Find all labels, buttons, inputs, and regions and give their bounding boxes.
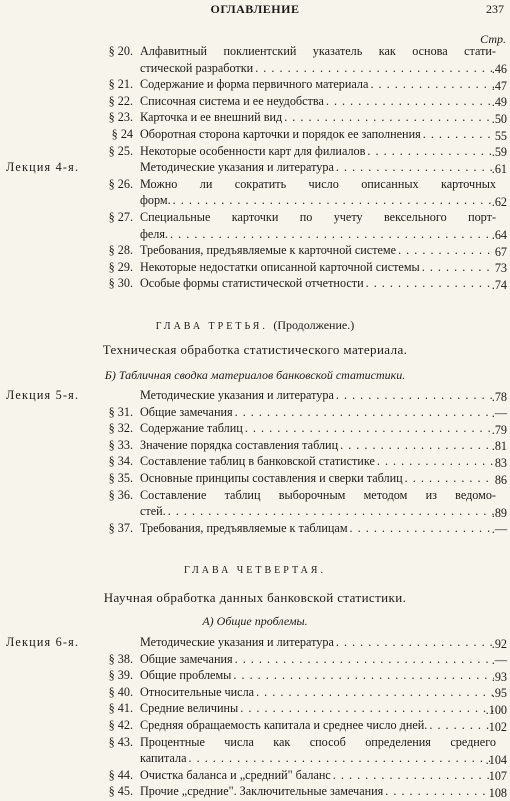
entry-text-line: Очистка баланса и „средний" баланс — [140, 767, 331, 782]
page-reference: .95 — [491, 686, 507, 701]
page-reference: 86 — [494, 472, 507, 487]
toc-entry — [0, 701, 510, 718]
entry-text — [140, 421, 496, 438]
section-number: § 26. — [108, 176, 133, 191]
entry-text-line: стей. — [140, 504, 166, 519]
section-number: § 24 — [111, 127, 133, 141]
toc-entry — [0, 276, 510, 293]
section-number: § 35. — [108, 471, 133, 485]
section-number: § 20. — [108, 44, 133, 58]
entry-text-line: Основные принципы составления и сверки таблиц — [140, 471, 403, 485]
page-reference: 108 — [488, 785, 507, 800]
lecture-label: Лекция 6-я. — [6, 635, 80, 649]
entry-text — [140, 718, 496, 735]
section-number: § 31. — [108, 404, 133, 419]
entry-text — [140, 260, 496, 277]
dot-leader — [350, 521, 494, 536]
page-reference: .49 — [491, 95, 507, 110]
toc-entry — [0, 144, 510, 161]
entry-text-line: Методические указания и литература — [140, 635, 334, 649]
entry-text — [140, 768, 496, 785]
entry-text-line: Некоторые особенности карт для филиалов — [140, 143, 366, 158]
entry-text-line: Методические указания и литература — [140, 388, 334, 402]
page-reference: 67 — [494, 244, 507, 259]
chapter-3-title — [0, 318, 510, 333]
dot-leader — [284, 110, 494, 125]
lecture-entry — [0, 388, 510, 405]
toc-entry — [0, 44, 510, 77]
section-number: § 21. — [108, 77, 133, 92]
section-number: § 45. — [108, 784, 133, 799]
page-reference: .81 — [491, 439, 507, 454]
section-number: § 28. — [108, 243, 133, 258]
chapter-4-section: А) Общие проблемы. — [202, 614, 308, 628]
toc-entry — [0, 177, 510, 210]
entry-text — [140, 784, 496, 801]
entry-text-line: Средняя обращаемость капитала и среднее число дней. — [140, 718, 428, 732]
toc-entry — [0, 768, 510, 785]
entry-text — [140, 276, 496, 293]
dot-leader — [336, 635, 494, 650]
toc-entry — [0, 521, 510, 538]
dot-leader — [233, 668, 494, 683]
header-title: ОГЛАВЛЕНИЕ — [210, 2, 300, 16]
entry-text — [140, 438, 496, 455]
dot-leader — [398, 243, 494, 258]
entry-text — [140, 243, 496, 260]
section-number: § 42. — [108, 718, 133, 732]
page-reference: 83 — [494, 455, 507, 470]
entry-text-line: Алфавитный поклиентский указатель как основа стати- — [140, 44, 496, 58]
toc-entry — [0, 784, 510, 801]
lecture-entry — [0, 635, 510, 652]
header-page-number: 237 — [486, 2, 504, 16]
dot-leader — [385, 784, 494, 799]
dot-leader — [235, 405, 494, 420]
section-number: § 40. — [108, 684, 133, 699]
entry-text-line: Особые формы статистической отчетности — [140, 276, 364, 291]
chapter-4-title: ГЛАВА ЧЕТВЕРТАЯ. — [184, 565, 326, 576]
page-reference: .93 — [491, 669, 507, 684]
page-reference: .59 — [491, 145, 507, 160]
entry-text-line: Составление таблиц выборочным методом из ведомо- — [140, 487, 496, 502]
section-number: § 29. — [108, 259, 133, 274]
toc-entry — [0, 652, 510, 669]
entry-text-line: Общие замечания — [140, 404, 233, 419]
entry-text — [140, 405, 496, 422]
dot-leader — [370, 77, 494, 92]
dot-leader — [255, 61, 494, 76]
page-reference: .74 — [491, 277, 507, 292]
dot-leader — [235, 652, 494, 667]
dot-leader — [326, 94, 494, 109]
chapter-3-title-suffix: (Продолжение.) — [273, 318, 355, 332]
entry-text — [140, 471, 496, 488]
chapter-3-section: Б) Табличная сводка материалов банковской статистики. — [104, 368, 406, 382]
entry-text-line: феля. — [140, 226, 169, 241]
page-reference: .61 — [491, 161, 507, 176]
page-reference: .— — [491, 522, 507, 537]
section-number: § 30. — [108, 276, 133, 291]
toc-entry — [0, 421, 510, 438]
section-number: § 36. — [108, 487, 133, 502]
entry-text — [140, 521, 496, 538]
dot-leader — [340, 438, 494, 453]
page-reference: 107 — [488, 769, 507, 784]
dot-leader — [377, 454, 494, 469]
section-number: § 33. — [108, 437, 133, 452]
entry-text — [140, 210, 496, 243]
toc-entry — [0, 471, 510, 488]
toc-entry — [0, 685, 510, 702]
page-reference: 102 — [488, 719, 507, 734]
dot-leader — [333, 768, 494, 783]
dot-leader — [367, 144, 494, 159]
dot-leader — [245, 421, 494, 436]
toc-entry — [0, 668, 510, 685]
entry-text — [140, 160, 496, 177]
entry-text — [140, 735, 496, 768]
dot-leader — [170, 227, 494, 242]
entry-text — [140, 454, 496, 471]
entry-text — [140, 635, 496, 652]
page-reference: .— — [491, 406, 507, 421]
entry-text — [140, 94, 496, 111]
section-number: § 25. — [108, 143, 133, 158]
section-number: § 23. — [108, 110, 133, 125]
entry-text-line: капитала — [140, 751, 187, 766]
page-reference: 73 — [494, 261, 507, 276]
entry-text — [140, 44, 496, 77]
dot-leader — [173, 193, 494, 208]
page-header — [0, 2, 510, 18]
section-number: § 32. — [108, 421, 133, 436]
toc-entry — [0, 210, 510, 243]
entry-text — [140, 144, 496, 161]
dot-leader — [256, 685, 494, 700]
entry-text-line: Процентные числа как способ определения среднего — [140, 734, 496, 749]
entry-text-line: Оборотная сторона карточки и порядок ее заполнения — [140, 127, 421, 141]
toc-entry — [0, 94, 510, 111]
dot-leader — [189, 751, 494, 766]
dot-leader — [405, 471, 494, 486]
dot-leader — [240, 701, 494, 716]
toc-entry — [0, 438, 510, 455]
dot-leader — [422, 260, 494, 275]
dot-leader — [168, 504, 494, 519]
entry-text-line: Можно ли сократить число описанных карточных — [140, 176, 496, 191]
section-number: § 34. — [108, 454, 133, 469]
entry-text — [140, 127, 496, 144]
entry-text-line: Содержание и форма первичного материала — [140, 77, 369, 92]
dot-leader — [336, 388, 494, 403]
entry-text-line: Карточка и ее внешний вид — [140, 110, 283, 125]
section-number: § 43. — [108, 734, 133, 749]
section-number: § 22. — [108, 93, 133, 108]
page-reference: .62 — [491, 194, 507, 209]
entry-text-line: Прочие „средние". Заключительные замечания — [140, 784, 384, 799]
entry-text-line: Требования, предъявляемые к карточной системе — [140, 243, 397, 258]
toc-entry — [0, 77, 510, 94]
dot-leader — [423, 127, 494, 142]
dot-leader — [336, 160, 494, 175]
page-reference: .89 — [491, 505, 507, 520]
entry-text — [140, 77, 496, 94]
section-number: § 39. — [108, 668, 133, 683]
page-reference: .79 — [491, 422, 507, 437]
toc-entry — [0, 260, 510, 277]
entry-text-line: Общие проблемы — [140, 668, 232, 683]
toc-entry — [0, 243, 510, 260]
page-reference: .92 — [491, 636, 507, 651]
entry-text — [140, 388, 496, 405]
entry-text — [140, 177, 496, 210]
entry-text-line: Требования, предъявляемые к таблицам — [140, 520, 348, 535]
entry-text-line: Списочная система и ее неудобства — [140, 93, 324, 108]
chapter-3-title-text: ГЛАВА ТРЕТЬЯ. — [155, 321, 268, 332]
toc-entry — [0, 127, 510, 144]
entry-text-line: стической разработки — [140, 60, 254, 75]
chapter-4-subtitle: Научная обработка данных банковской статистики. — [103, 590, 407, 605]
entry-text — [140, 110, 496, 127]
entry-text — [140, 701, 496, 718]
lecture-entry — [0, 160, 510, 177]
entry-text-line: Некоторые недостатки описанной карточной системы — [140, 259, 420, 274]
lecture-label: Лекция 5-я. — [6, 388, 80, 402]
entry-text-line: Составление таблиц в банковской статистике — [140, 454, 375, 469]
section-number: § 44. — [108, 767, 133, 782]
page-reference: .104 — [485, 752, 507, 767]
entry-text — [140, 488, 496, 521]
page-reference: .50 — [491, 111, 507, 126]
toc-entry — [0, 110, 510, 127]
entry-text-line: Средние величины — [140, 701, 239, 716]
dot-leader — [366, 276, 494, 291]
page-reference: .— — [491, 653, 507, 668]
page-reference: 55 — [494, 128, 507, 143]
lecture-label: Лекция 4-я. — [6, 160, 80, 175]
entry-text-line: Содержание таблиц — [140, 421, 243, 436]
entry-text — [140, 668, 496, 685]
toc-entry — [0, 718, 510, 735]
chapter-3-subtitle: Техническая обработка статистического материала. — [102, 342, 408, 357]
column-heading: Стр. — [480, 32, 506, 46]
entry-text-line: Общие замечания — [140, 651, 233, 666]
page-reference: .46 — [491, 62, 507, 77]
section-number: § 41. — [108, 701, 133, 716]
entry-text — [140, 652, 496, 669]
entry-text-line: Значение порядка составления таблиц — [140, 437, 339, 452]
page-reference: .78 — [491, 389, 507, 404]
dot-leader — [429, 718, 494, 733]
page-reference: .64 — [491, 228, 507, 243]
toc-entry — [0, 488, 510, 521]
entry-text-line: Методические указания и литература — [140, 160, 334, 175]
entry-text-line: форм. — [140, 193, 171, 208]
entry-text-line: Относительные числа — [140, 684, 255, 699]
toc-entry — [0, 454, 510, 471]
entry-text-line: Специальные карточки по учету вексельного порт- — [140, 210, 496, 224]
page-reference: .100 — [485, 702, 507, 717]
section-number: § 38. — [108, 651, 133, 666]
entry-text — [140, 685, 496, 702]
section-number: § 27. — [108, 210, 133, 224]
toc-entry — [0, 405, 510, 422]
toc-entry — [0, 735, 510, 768]
page-reference: .47 — [491, 78, 507, 93]
section-number: § 37. — [108, 520, 133, 535]
